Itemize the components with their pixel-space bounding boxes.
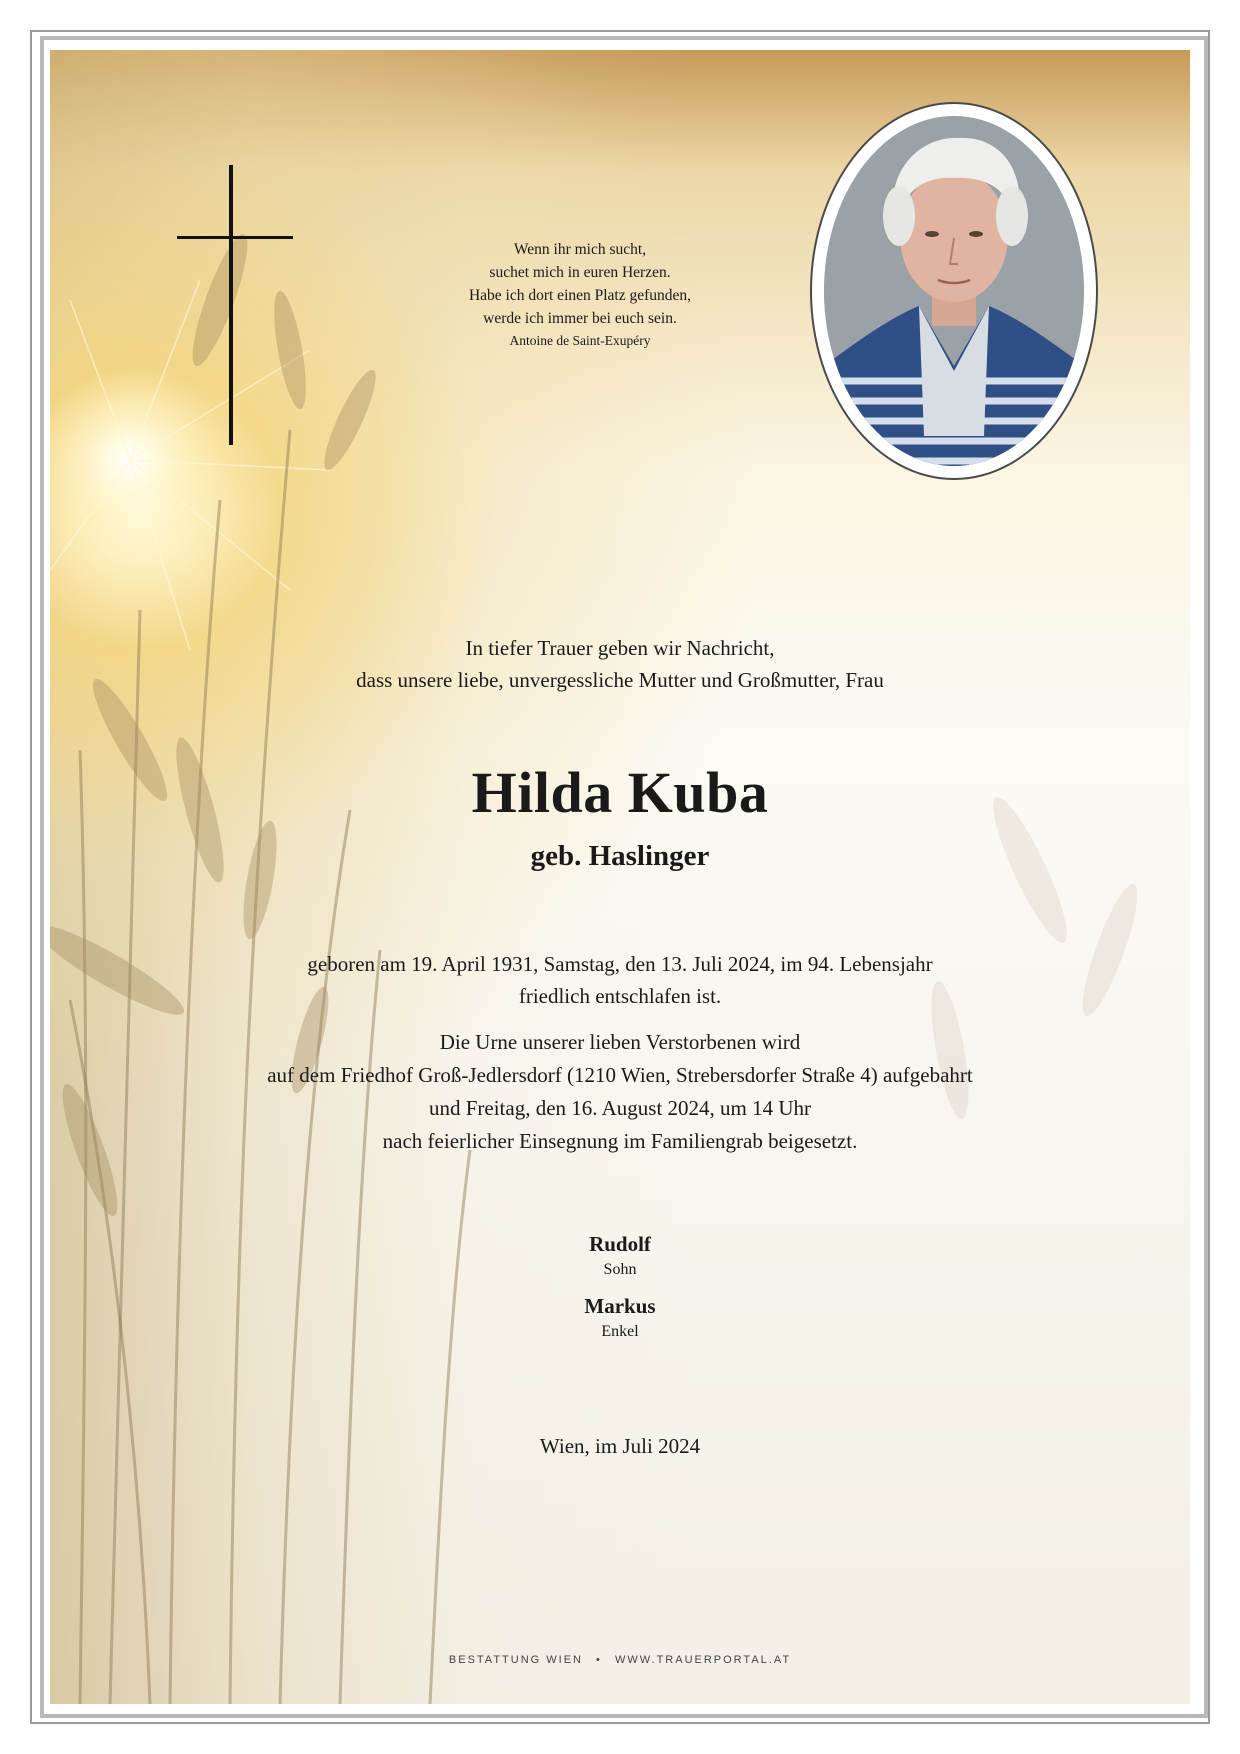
mourners-list [50, 1230, 1190, 1354]
quote-line: suchet mich in euren Herzen. [489, 264, 671, 281]
details-line: friedlich entschlafen ist. [518, 984, 722, 1008]
deceased-name: Hilda Kuba [471, 760, 769, 825]
ceremony-line: Die Urne unserer lieben Verstorbenen wird [439, 1030, 801, 1054]
announcement-intro [50, 632, 1190, 696]
mourner-relation: Sohn [603, 1261, 637, 1278]
mourner-name: Markus [584, 1294, 656, 1318]
ceremony-line: nach feierlicher Einsegnung im Familiengrab beigesetzt. [382, 1129, 858, 1153]
ceremony-line: und Freitag, den 16. August 2024, um 14 Uhr [428, 1096, 812, 1120]
portrait-frame [810, 102, 1098, 480]
mourner-name: Rudolf [589, 1232, 651, 1256]
footer-website: WWW.TRAUERPORTAL.AT [614, 1654, 792, 1666]
intro-line: dass unsere liebe, unvergessliche Mutter und Großmutter, Frau [356, 668, 884, 692]
ceremony-details [50, 1026, 1190, 1158]
details-line: geboren am 19. April 1931, Samstag, den 13. Juli 2024, im 94. Lebensjahr [307, 952, 933, 976]
ceremony-line: auf dem Friedhof Groß-Jedlersdorf (1210 Wien, Strebersdorfer Straße 4) aufgebahrt [267, 1063, 973, 1087]
footer [50, 1654, 1190, 1666]
cross-icon [177, 165, 293, 445]
footer-company: BESTATTUNG WIEN [448, 1654, 583, 1666]
place-date: Wien, im Juli 2024 [539, 1434, 701, 1458]
mourner-relation: Enkel [601, 1323, 639, 1340]
quote-line: werde ich immer bei euch sein. [483, 310, 677, 327]
quote-line: Habe ich dort einen Platz gefunden, [468, 287, 692, 304]
intro-line: In tiefer Trauer geben wir Nachricht, [465, 636, 775, 660]
maiden-name: geb. Haslinger [530, 840, 710, 872]
quote-author: Antoine de Saint-Exupéry [509, 333, 651, 348]
portrait-photo [824, 116, 1084, 466]
quote [430, 238, 730, 352]
footer-separator: • [596, 1654, 602, 1666]
obituary-card [50, 50, 1190, 1704]
quote-line: Wenn ihr mich sucht, [513, 241, 647, 258]
death-details [50, 948, 1190, 1012]
